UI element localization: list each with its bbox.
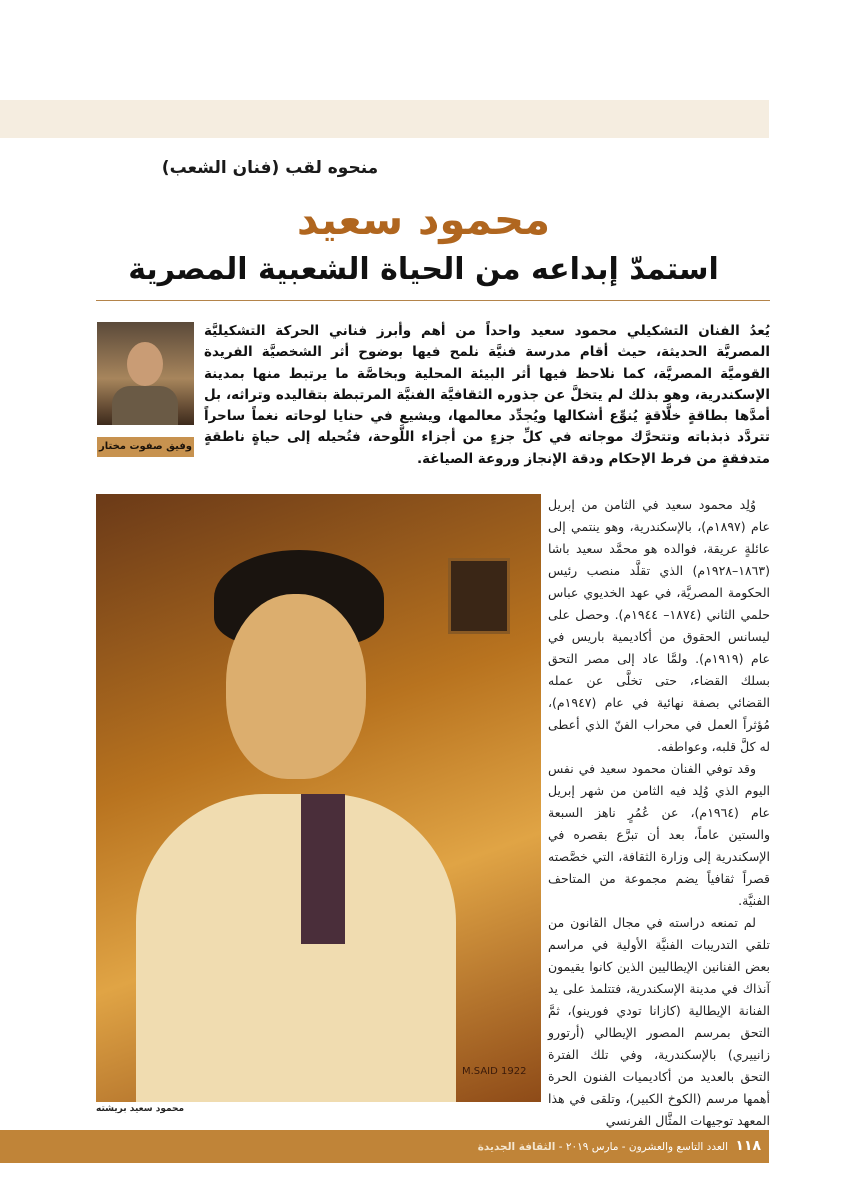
author-face [127, 342, 163, 386]
footer-band [0, 1130, 769, 1163]
author-photo [97, 322, 194, 425]
article-paragraph: وقد توفي الفنان محمود سعيد في نفس اليوم الذي وُلِد فيه الثامن من شهر إبريل عام (١٩٦٤م)، عن عُمُرٍ ناهز السبعة والستين عاماً، بعد أن تبرَّع بقصره في الإسكندرية إلى وزارة الثقافة، التي خصَّصته قصراً ثقافياً يضم مجموعة من المتاحف الفنيَّة. [548, 761, 770, 908]
magazine-name: الثقافة الجديدة [477, 1141, 556, 1153]
painting-tie [301, 794, 345, 944]
headline: استمدّ إبداعه من الحياة الشعبية المصرية [128, 252, 719, 287]
page-number: ١١٨ [735, 1138, 761, 1154]
top-band [0, 100, 769, 138]
page-title: محمود سعيد [296, 195, 551, 244]
painting-frame [448, 558, 510, 634]
painting-head [226, 594, 366, 779]
article-paragraph: وُلِد محمود سعيد في الثامن من إبريل عام (١٨٩٧م)، بالإسكندرية، وهو ينتمي إلى عائلةٍ عريقة، فوالده هو محمَّد سعيد باشا (١٨٦٣–١٩٢٨م) الذي تقلَّد منصب رئيس الحكومة المصريَّة، في عهد الخديوي عباس حلمي الثاني (١٨٧٤– ١٩٤٤م). وحصل على ليسانس الحقوق من أكاديمية باريس في عام (١٩١٩م). ولمَّا عاد إلى مصر التحق بسلك القضاء، حتى تخلَّى عن عمله القضائي بصفة نهائية في عام (١٩٤٧م)، مُؤثراً العمل في محراب الفنّ الذي أعطى له كلَّ قلبه، وعواطفه. [548, 497, 770, 754]
footer-text [478, 1130, 769, 1163]
article-body [548, 494, 770, 1132]
article-paragraph: لم تمنعه دراسته في مجال القانون من تلقي التدريبات الفنيَّة الأولية في مراسم بعض الفنانين الإيطاليين الذين كانوا يقيمون آنذاك في مدينة الإسكندرية، فتتلمذ على يد الفنانة الإيطالية (كازانا تودي فورينو)، ثمَّ التحق بمرسم المصور الإيطالي (أرتورو زانييري) بالإسكندرية، وفي تلك الفترة التحق بالعديد من أكاديميات الفنون الحرة أهمها مرسم (الكوخ الكبير)، وتلقى في هذا المعهد توجيهات المثَّال الفرنسي [548, 915, 770, 1128]
author-caption: وفيق صفوت مختار [97, 437, 194, 457]
painting-body [136, 794, 456, 1102]
painting-signature: M.SAID 1922 [462, 1066, 527, 1077]
painting-image [96, 494, 541, 1102]
issue-text: العدد التاسع والعشرون - مارس ٢٠١٩ - [558, 1141, 729, 1153]
intro-paragraph: يُعدُ الفنان التشكيلي محمود سعيد واحداً من أهم وأبرز فناني الحركة التشكيليَّة المصريَّة الحديثة، حيث أقام مدرسة فنيَّة نلمح فيها بوضوح أثر الشخصيَّة الفريدة القوميَّة المصريَّة، كما نلاحظ فيها أثر البيئة المحلية وبخاصَّة ما يرتبط منها بمدينة الإسكندرية، وهو بذلك لم يتخلَّ عن جذوره الثقافيَّة الفنيَّة المرتبطة بتقاليده وتراثه، بل أمدَّها بطاقةٍ خلَّاقةٍ يُنوِّع أشكالها ويُجدِّد معالمها، ويشيع في حنايا لوحاته نغماً ساحراً تتردَّد ذبذباته وتتحرَّك موجاته في كلِّ جزءٍ من أجزاء اللَّوحة، فتُحيله إلى حياةٍ ناطقةٍ متدفقةٍ من فرط الإحكام ودقة الإنجاز وروعة الصياغة. [204, 323, 770, 467]
painting-caption: محمود سعيد بريشته [96, 1104, 185, 1114]
author-suit [112, 386, 178, 425]
kicker: منحوه لقب (فنان الشعب) [161, 158, 379, 178]
divider [96, 300, 770, 301]
